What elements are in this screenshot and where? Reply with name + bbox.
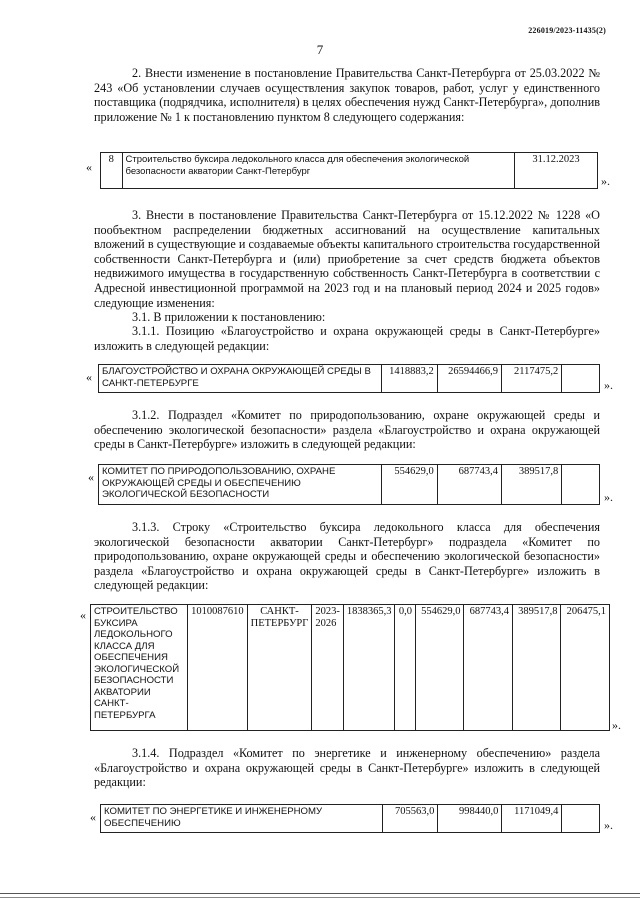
table3-empty xyxy=(562,465,600,505)
table1-num: 8 xyxy=(101,153,123,189)
table1-text: Строительство буксира ледокольного класса для обеспечения экологической безопасности акватории Санкт-Петербург xyxy=(122,153,514,189)
footer-divider xyxy=(0,897,640,898)
open-quote: « xyxy=(80,608,86,622)
table3-v2: 687743,4 xyxy=(437,465,501,505)
open-quote: « xyxy=(86,370,92,384)
close-quote: ». xyxy=(601,174,610,188)
table2-v2: 26594466,9 xyxy=(437,365,501,393)
table4-v4: 687743,4 xyxy=(464,605,513,731)
close-quote: ». xyxy=(612,718,621,732)
table-5 xyxy=(100,804,600,833)
paragraph-3: 3. Внести в постановление Правительства Санкт-Петербурга от 15.12.2022 № 1228 «О пообъектном распределении бюджетных ассигнований на осуществление капитальных вложений в существующие и создаваемые объекты капитального строительства государственной собственности Санкт-Петербурга и (или) приобретение за счет средств бюджета объектов недвижимого имущества в государственную собственность Санкт-Петербурга в соответствии с Адресной инвестиционной программой на 2023 год и на плановый период 2024 и 2025 годов» следующие изменения: xyxy=(94,208,600,310)
table2-v3: 2117475,2 xyxy=(502,365,562,393)
table4-v5: 389517,8 xyxy=(512,605,561,731)
table4-name: СТРОИТЕЛЬСТВО БУКСИРА ЛЕДОКОЛЬНОГО КЛАССА ДЛЯ ОБЕСПЕЧЕНИЯ ЭКОЛОГИЧЕСКОЙ БЕЗОПАСНОСТИ АКВАТОРИИ САНКТ-ПЕТЕРБУРГА xyxy=(91,605,188,731)
footer-divider xyxy=(0,893,640,894)
close-quote: ». xyxy=(604,490,613,504)
paragraph-3-1: 3.1. В приложении к постановлению: xyxy=(132,310,326,324)
table4-v2: 0,0 xyxy=(395,605,416,731)
paragraph-3-1-3: 3.1.3. Строку «Строительство буксира ледокольного класса для обеспечения экологической безопасности акватории Санкт-Петербург» подраздела «Комитет по природопользованию, охране окружающей среды и обеспечению экологической безопасности» раздела «Благоустройство и охрана окружающей среды в Санкт-Петербурге» изложить в следующей редакции: xyxy=(94,520,600,593)
paragraph-3-1-1: 3.1.1. Позицию «Благоустройство и охрана окружающей среды в Санкт-Петербурге» изложить в следующей редакции: xyxy=(94,324,600,353)
table4-location: САНКТ-ПЕТЕРБУРГ xyxy=(247,605,312,731)
table4-v6: 206475,1 xyxy=(561,605,610,731)
table-3 xyxy=(98,464,600,505)
table4-v3: 554629,0 xyxy=(415,605,464,731)
paragraph-2: 2. Внести изменение в постановление Правительства Санкт-Петербурга от 25.03.2022 № 243 «Об установлении случаев осуществления закупок товаров, работ, услуг у единственного поставщика (подрядчика, исполнителя) в целях обеспечения нужд Санкт-Петербурга», дополнив приложение № 1 к постановлению пунктом 8 следующего содержания: xyxy=(94,66,600,124)
table-4 xyxy=(90,604,610,731)
table2-name: БЛАГОУСТРОЙСТВО И ОХРАНА ОКРУЖАЮЩЕЙ СРЕДЫ В САНКТ-ПЕТЕРБУРГЕ xyxy=(99,365,382,393)
table5-v1: 705563,0 xyxy=(382,805,438,833)
table4-code: 1010087610 xyxy=(188,605,248,731)
table3-name: КОМИТЕТ ПО ПРИРОДОПОЛЬЗОВАНИЮ, ОХРАНЕ ОКРУЖАЮЩЕЙ СРЕДЫ И ОБЕСПЕЧЕНИЮ ЭКОЛОГИЧЕСКОЙ БЕЗОПАСНОСТИ xyxy=(99,465,382,505)
table4-v1: 1838365,3 xyxy=(343,605,395,731)
table3-v3: 389517,8 xyxy=(502,465,562,505)
close-quote: ». xyxy=(604,378,613,392)
open-quote: « xyxy=(90,810,96,824)
paragraph-3-1-2: 3.1.2. Подраздел «Комитет по природопользованию, охране окружающей среды и обеспечению экологической безопасности» раздела «Благоустройство и охрана окружающей среды в Санкт-Петербурге» изложить в следующей редакции: xyxy=(94,408,600,452)
table3-v1: 554629,0 xyxy=(381,465,437,505)
page-number: 7 xyxy=(316,42,324,57)
table1-date: 31.12.2023 xyxy=(514,153,597,189)
table2-v1: 1418883,2 xyxy=(381,365,437,393)
table-1 xyxy=(100,152,598,189)
open-quote: « xyxy=(86,160,92,174)
table5-v3: 1171049,4 xyxy=(502,805,562,833)
table5-v2: 998440,0 xyxy=(438,805,502,833)
table2-empty xyxy=(562,365,600,393)
close-quote: ». xyxy=(604,818,613,832)
paragraph-3-1-4: 3.1.4. Подраздел «Комитет по энергетике и инженерному обеспечению» раздела «Благоустройство и охрана окружающей среды в Санкт-Петербурге» изложить в следующей редакции: xyxy=(94,746,600,790)
table-2 xyxy=(98,364,600,393)
document-id: 226019/2023-11435(2) xyxy=(528,26,606,35)
table4-years: 2023-2026 xyxy=(312,605,344,731)
table5-empty xyxy=(562,805,600,833)
open-quote: « xyxy=(88,470,94,484)
table5-name: КОМИТЕТ ПО ЭНЕРГЕТИКЕ И ИНЖЕНЕРНОМУ ОБЕСПЕЧЕНИЮ xyxy=(101,805,383,833)
